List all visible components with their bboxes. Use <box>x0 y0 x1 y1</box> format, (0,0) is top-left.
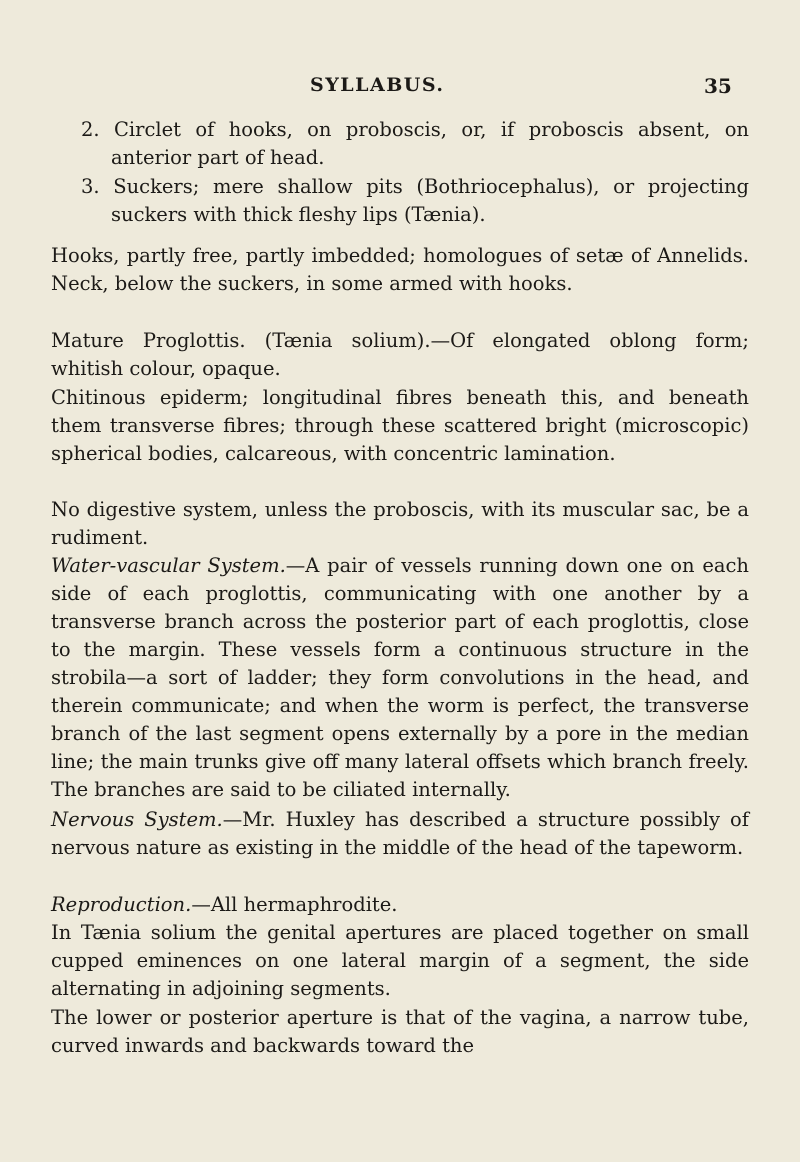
running-title: SYLLABUS. <box>310 74 445 96</box>
water-vascular-text: —A pair of vessels running down one on each side of each proglottis, communicating with one another by a transverse branch across the posterior part of each proglottis, close to the margin. These vessels form a continuous structure in the strobila—a sort of ladder; they form convolutions in the head, and therein communicate; and when the worm is perfect, the transverse branch of the last segment opens externally by a pore in the median line; the main trunks give off many lateral offsets which branch freely. The branches are said to be ciliated internally. <box>51 554 749 801</box>
paragraph-mature-proglottis: Mature Proglottis. (Tænia solium).—Of elongated oblong form; whitish colour, opaque. <box>51 329 749 380</box>
paragraph-water-vascular <box>51 552 749 804</box>
paragraph-reproduction <box>51 891 749 919</box>
paragraph-chitinous-epiderm: Chitinous epiderm; longitudinal fibres beneath this, and beneath them transverse fibres; through these scattered bright (microscopic) spherical bodies, calcareous, with concentric lamination. <box>51 386 749 465</box>
paragraph-suckers: 3. Suckers; mere shallow pits (Bothriocephalus), or projecting suckers with thick fleshy lips (Tænia). <box>81 175 749 226</box>
paragraph-lower-aperture: The lower or posterior aperture is that of the vagina, a narrow tube, curved inwards and backwards toward the <box>51 1006 749 1057</box>
paragraph-circlet-hooks: 2. Circlet of hooks, on proboscis, or, if proboscis absent, on anterior part of head. <box>81 118 749 169</box>
heading-nervous-system: Nervous System. <box>51 808 223 831</box>
reproduction-text: —All hermaphrodite. <box>191 893 398 916</box>
paragraph-genital-apertures: In Tænia solium the genital apertures are placed together on small cupped eminences on one lateral margin of a segment, the side alternating in adjoining segments. <box>51 921 749 1000</box>
paragraph-hooks: Hooks, partly free, partly imbedded; homologues of setæ of Annelids. Neck, below the suckers, in some armed with hooks. <box>51 244 749 295</box>
paragraph-nervous-system <box>51 806 749 862</box>
page-number: 35 <box>704 74 732 98</box>
paragraph-no-digestive-system: No digestive system, unless the proboscis, with its muscular sac, be a rudiment. <box>51 498 749 549</box>
nervous-system-text: —Mr. Huxley has described a structure possibly of nervous nature as existing in the middle of the head of the tapeworm. <box>51 808 749 859</box>
heading-reproduction: Reproduction. <box>51 893 192 916</box>
heading-water-vascular: Water-vascular System. <box>51 554 286 577</box>
page-header <box>0 74 800 104</box>
